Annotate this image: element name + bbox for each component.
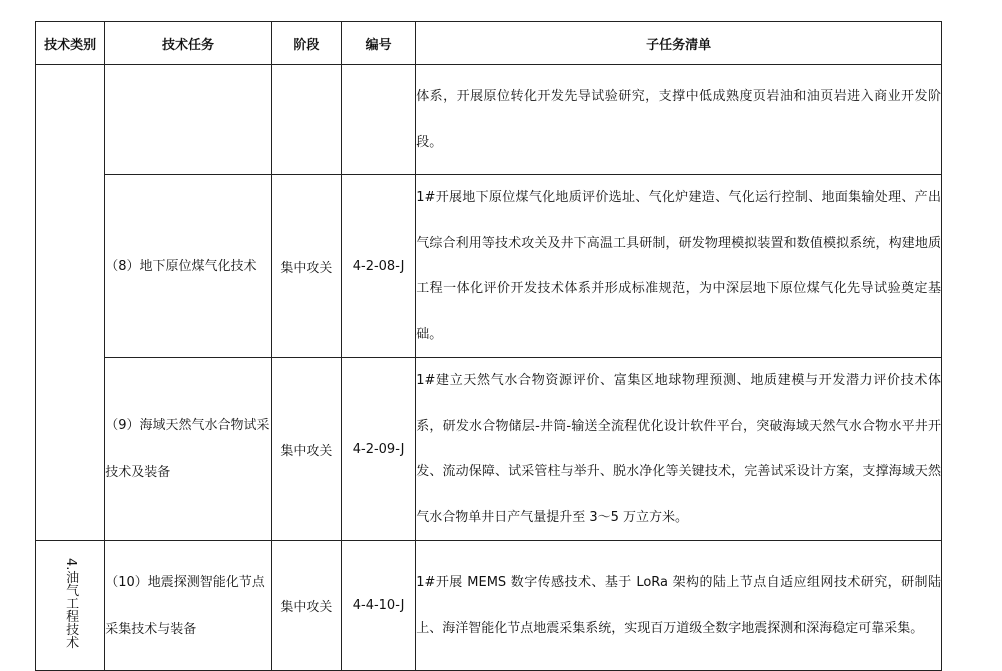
header-subtasks: 子任务清单 bbox=[416, 22, 942, 65]
subtasks-cell: 1#开展 MEMS 数字传感技术、基于 LoRa 架构的陆上节点自适应组网技术研究，研制陆上、海洋智能化节点地震采集系统，实现百万道级全数字地震探测和深海稳定可靠采集。 bbox=[416, 541, 942, 671]
task-cell: （10）地震探测智能化节点采集技术与装备 bbox=[105, 541, 272, 671]
tech-task-table bbox=[35, 21, 942, 671]
task-cell: （8）地下原位煤气化技术 bbox=[105, 175, 272, 358]
code-cell: 4-4-10-J bbox=[341, 541, 415, 671]
header-category: 技术类别 bbox=[36, 22, 105, 65]
stage-cell: 集中攻关 bbox=[271, 358, 341, 541]
subtasks-cell: 体系，开展原位转化开发先导试验研究，支撑中低成熟度页岩油和油页岩进入商业开发阶段。 bbox=[416, 65, 942, 175]
subtasks-cell: 1#开展地下原位煤气化地质评价选址、气化炉建造、气化运行控制、地面集输处理、产出气综合利用等技术攻关及井下高温工具研制，研发物理模拟装置和数值模拟系统，构建地质工程一体化评价开发技术体系并形成标准规范，为中深层地下原位煤气化先导试验奠定基础。 bbox=[416, 175, 942, 358]
table-row bbox=[36, 65, 942, 175]
category-cell-empty bbox=[36, 65, 105, 541]
stage-cell: 集中攻关 bbox=[271, 541, 341, 671]
stage-cell: 集中攻关 bbox=[271, 175, 341, 358]
header-stage: 阶段 bbox=[271, 22, 341, 65]
category-label: 4.油气工程技术 bbox=[63, 558, 79, 649]
table-row bbox=[36, 175, 942, 358]
task-cell bbox=[105, 65, 272, 175]
table-header-row bbox=[36, 22, 942, 65]
header-code: 编号 bbox=[341, 22, 415, 65]
task-cell: （9）海域天然气水合物试采技术及装备 bbox=[105, 358, 272, 541]
stage-cell bbox=[271, 65, 341, 175]
code-cell: 4-2-08-J bbox=[341, 175, 415, 358]
table-row bbox=[36, 541, 942, 671]
category-cell bbox=[36, 541, 105, 671]
table-row bbox=[36, 358, 942, 541]
subtasks-cell: 1#建立天然气水合物资源评价、富集区地球物理预测、地质建模与开发潜力评价技术体系，研发水合物储层-井筒-输送全流程优化设计软件平台，突破海域天然气水合物水平井开发、流动保障、试采管柱与举升、脱水净化等关键技术，完善试采设计方案，支撑海域天然气水合物单井日产气量提升至 3～5 万立方米。 bbox=[416, 358, 942, 541]
code-cell: 4-2-09-J bbox=[341, 358, 415, 541]
code-cell bbox=[341, 65, 415, 175]
header-task: 技术任务 bbox=[105, 22, 272, 65]
